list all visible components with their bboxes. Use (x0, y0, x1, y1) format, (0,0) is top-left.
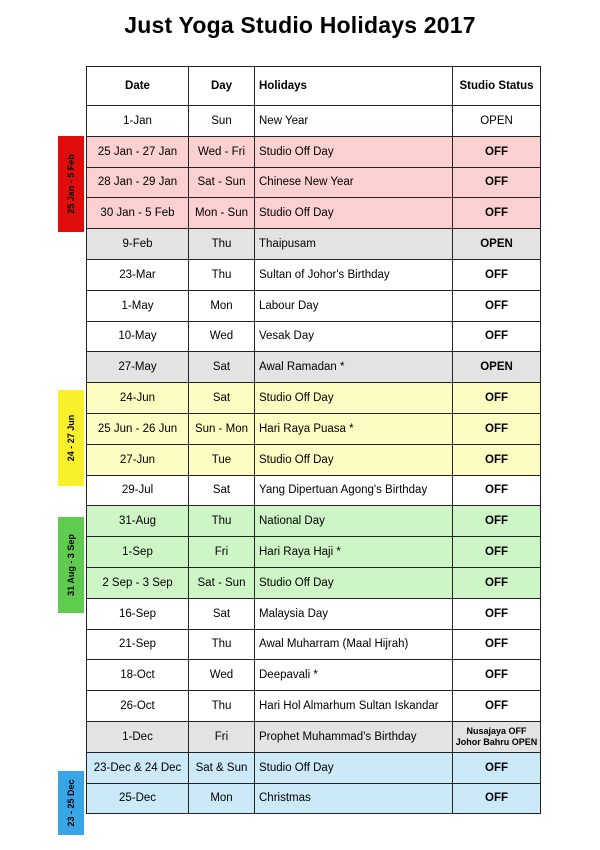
table-row (87, 567, 541, 598)
cell-day: Mon (189, 783, 255, 814)
cell-status: OFF (453, 259, 541, 290)
cell-status: OFF (453, 321, 541, 352)
cell-date: 1-Jan (87, 106, 189, 137)
cell-day: Wed - Fri (189, 136, 255, 167)
page-title: Just Yoga Studio Holidays 2017 (124, 12, 476, 38)
cell-day: Sat (189, 383, 255, 414)
cell-status: OFF (453, 567, 541, 598)
status-line-1: Nusajaya OFF (466, 725, 527, 736)
table-row (87, 229, 541, 260)
cell-day: Sat (189, 598, 255, 629)
cell-status: OPEN (453, 352, 541, 383)
cell-holiday: Hari Hol Almarhum Sultan Iskandar (255, 691, 453, 722)
cell-status: OFF (453, 537, 541, 568)
table-row (87, 383, 541, 414)
cell-day: Sun (189, 106, 255, 137)
table-row (87, 783, 541, 814)
header-date: Date (87, 67, 189, 106)
cell-status: OFF (453, 444, 541, 475)
table-row (87, 598, 541, 629)
cell-holiday: National Day (255, 506, 453, 537)
cell-date: 23-Mar (87, 259, 189, 290)
table-row (87, 691, 541, 722)
cell-holiday: Studio Off Day (255, 752, 453, 783)
table-row (87, 167, 541, 198)
cell-status: OFF (453, 290, 541, 321)
cell-holiday: New Year (255, 106, 453, 137)
cell-date: 2 Sep - 3 Sep (87, 567, 189, 598)
cell-day: Tue (189, 444, 255, 475)
table-row (87, 136, 541, 167)
cell-date: 27-Jun (87, 444, 189, 475)
cell-day: Sat & Sun (189, 752, 255, 783)
cell-status: OFF (453, 198, 541, 229)
cell-status: OFF (453, 691, 541, 722)
period-band-jan-feb (58, 136, 84, 232)
cell-day: Sat (189, 475, 255, 506)
period-band-aug-sep (58, 517, 84, 613)
cell-status: OFF (453, 136, 541, 167)
table-row (87, 721, 541, 752)
cell-day: Fri (189, 721, 255, 752)
cell-holiday: Prophet Muhammad's Birthday (255, 721, 453, 752)
table-row (87, 290, 541, 321)
header-status: Studio Status (453, 67, 541, 106)
cell-day: Thu (189, 506, 255, 537)
period-band-label: 31 Aug - 3 Sep (66, 534, 76, 596)
period-band-label: 24 - 27 Jun (66, 414, 76, 462)
cell-status: OPEN (453, 106, 541, 137)
table-row (87, 321, 541, 352)
cell-status: OFF (453, 752, 541, 783)
period-band-label: 23 - 25 Dec (66, 779, 76, 827)
cell-date: 31-Aug (87, 506, 189, 537)
table-row (87, 444, 541, 475)
cell-date: 29-Jul (87, 475, 189, 506)
cell-holiday: Labour Day (255, 290, 453, 321)
period-band-label: 25 Jan - 5 Feb (66, 154, 76, 214)
cell-date: 30 Jan - 5 Feb (87, 198, 189, 229)
cell-status: OFF (453, 506, 541, 537)
table-row (87, 475, 541, 506)
cell-day: Mon - Sun (189, 198, 255, 229)
cell-day: Thu (189, 229, 255, 260)
cell-holiday: Awal Ramadan * (255, 352, 453, 383)
cell-holiday: Studio Off Day (255, 567, 453, 598)
table-row (87, 413, 541, 444)
period-band-dec (58, 771, 84, 835)
cell-holiday: Thaipusam (255, 229, 453, 260)
cell-date: 9-Feb (87, 229, 189, 260)
cell-date: 25-Dec (87, 783, 189, 814)
cell-day: Mon (189, 290, 255, 321)
cell-holiday: Deepavali * (255, 660, 453, 691)
cell-holiday: Studio Off Day (255, 383, 453, 414)
table-row (87, 537, 541, 568)
cell-day: Thu (189, 691, 255, 722)
cell-status: OFF (453, 475, 541, 506)
cell-status: OFF (453, 783, 541, 814)
cell-holiday: Chinese New Year (255, 167, 453, 198)
table-row (87, 660, 541, 691)
cell-day: Sat - Sun (189, 567, 255, 598)
cell-day: Wed (189, 321, 255, 352)
cell-holiday: Studio Off Day (255, 136, 453, 167)
cell-date: 26-Oct (87, 691, 189, 722)
cell-day: Wed (189, 660, 255, 691)
cell-date: 27-May (87, 352, 189, 383)
cell-holiday: Studio Off Day (255, 444, 453, 475)
holiday-table (86, 66, 541, 814)
table-row (87, 352, 541, 383)
cell-date: 1-Dec (87, 721, 189, 752)
table-row (87, 106, 541, 137)
cell-day: Fri (189, 537, 255, 568)
cell-holiday: Studio Off Day (255, 198, 453, 229)
cell-date: 21-Sep (87, 629, 189, 660)
cell-status: OFF (453, 629, 541, 660)
cell-day: Sun - Mon (189, 413, 255, 444)
cell-holiday: Yang Dipertuan Agong's Birthday (255, 475, 453, 506)
status-line-2: Johor Bahru OPEN (455, 736, 538, 747)
cell-date: 25 Jun - 26 Jun (87, 413, 189, 444)
cell-day: Thu (189, 629, 255, 660)
cell-holiday: Christmas (255, 783, 453, 814)
table-row (87, 629, 541, 660)
table-row (87, 506, 541, 537)
cell-holiday: Hari Raya Puasa * (255, 413, 453, 444)
cell-date: 23-Dec & 24 Dec (87, 752, 189, 783)
cell-day: Sat (189, 352, 255, 383)
cell-date: 24-Jun (87, 383, 189, 414)
cell-status: OFF (453, 383, 541, 414)
header-holidays: Holidays (255, 67, 453, 106)
cell-holiday: Hari Raya Haji * (255, 537, 453, 568)
cell-date: 25 Jan - 27 Jan (87, 136, 189, 167)
cell-date: 16-Sep (87, 598, 189, 629)
cell-status (453, 721, 541, 752)
cell-status: OPEN (453, 229, 541, 260)
header-day: Day (189, 67, 255, 106)
cell-status: OFF (453, 660, 541, 691)
cell-status: OFF (453, 167, 541, 198)
cell-holiday: Awal Muharram (Maal Hijrah) (255, 629, 453, 660)
period-band-jun (58, 390, 84, 486)
cell-day: Sat - Sun (189, 167, 255, 198)
cell-status: OFF (453, 413, 541, 444)
cell-date: 28 Jan - 29 Jan (87, 167, 189, 198)
cell-date: 10-May (87, 321, 189, 352)
cell-status: OFF (453, 598, 541, 629)
cell-date: 1-May (87, 290, 189, 321)
cell-day: Thu (189, 259, 255, 290)
cell-holiday: Vesak Day (255, 321, 453, 352)
cell-date: 18-Oct (87, 660, 189, 691)
table-header-row (87, 67, 541, 106)
table-row (87, 259, 541, 290)
cell-date: 1-Sep (87, 537, 189, 568)
table-row (87, 752, 541, 783)
table-row (87, 198, 541, 229)
cell-holiday: Sultan of Johor's Birthday (255, 259, 453, 290)
cell-holiday: Malaysia Day (255, 598, 453, 629)
